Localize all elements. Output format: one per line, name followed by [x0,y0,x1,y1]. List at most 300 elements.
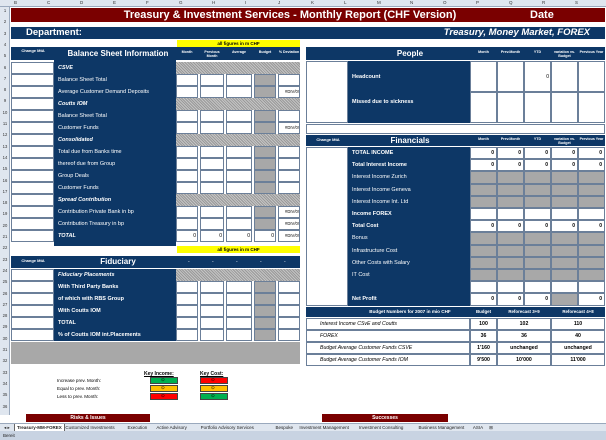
row-number[interactable]: 5 [3,53,7,59]
balance-value-cell[interactable] [200,158,224,170]
financials-change-label: Change MtA [316,137,340,142]
fiduciary-value-cell[interactable] [200,293,224,305]
balance-change-cell[interactable] [11,98,54,110]
balance-change-cell[interactable] [11,230,54,242]
fiduciary-change-cell[interactable] [11,317,54,329]
people-left-cell[interactable] [306,61,348,123]
row-number[interactable]: 28 [2,313,8,319]
budget-row-label: FOREX [320,333,338,339]
financials-value-cell[interactable] [524,281,551,293]
balance-change-cell[interactable] [11,86,54,98]
people-spacer-row[interactable] [306,124,605,134]
financials-value-cell[interactable] [551,293,578,305]
balance-column-header: Average [231,50,247,54]
key-income-glyph: ⊙ [161,377,165,382]
tab-asia[interactable]: ASIA [472,425,484,430]
people-value-cell[interactable] [497,92,524,123]
balance-value-cell[interactable] [226,86,252,98]
financials-value-cell[interactable] [551,208,578,220]
row-number[interactable]: 12 [2,132,8,138]
balance-value-cell[interactable] [200,110,224,122]
fiduciary-value-cell[interactable] [254,329,276,341]
column-letter[interactable]: R [542,0,546,5]
row-number[interactable]: 21 [2,234,8,239]
fiduciary-value-cell[interactable] [226,281,252,293]
column-letter[interactable]: E [113,0,117,5]
financials-value-cell[interactable] [497,171,524,183]
balance-value-cell[interactable] [176,218,198,230]
balance-value-cell[interactable] [176,158,198,170]
column-letter[interactable]: I [245,0,247,5]
balance-change-cell[interactable] [11,170,54,182]
fiduciary-value-cell[interactable] [278,281,300,293]
balance-deviation-value: #DIV/0! [285,221,299,226]
balance-value-cell[interactable] [226,158,252,170]
people-value-cell[interactable] [470,61,497,92]
fiduciary-row-label: With Third Party Banks [58,284,119,290]
row-number[interactable]: 35 [2,392,8,398]
balance-value-cell[interactable] [254,74,276,86]
balance-change-cell[interactable] [11,218,54,230]
financials-value: 0 [572,162,575,169]
balance-value-cell[interactable] [176,206,198,218]
balance-row-label: Customer Funds [58,125,99,131]
people-value-cell[interactable] [578,61,605,92]
balance-value-cell[interactable] [200,182,224,194]
column-letter[interactable]: C [47,0,51,5]
balance-value-cell[interactable] [226,170,252,182]
key-income-glyph: ⊙ [161,385,165,390]
balance-value-cell[interactable] [200,86,224,98]
row-number[interactable]: 26 [2,290,8,296]
balance-change-cell[interactable] [11,194,54,206]
financials-value-cell[interactable] [497,196,524,208]
financials-row-label: Bonus [352,235,368,242]
balance-value-cell[interactable] [226,218,252,230]
row-number[interactable]: 25 [2,279,8,285]
balance-value-cell[interactable] [254,182,276,194]
balance-value-cell[interactable] [278,74,300,86]
financials-value-cell[interactable] [524,232,551,244]
row-number[interactable]: 31 [2,347,8,352]
tab-treasury-mm-forex[interactable]: Treasury-MM-FOREX [14,424,65,432]
financials-value-cell[interactable] [551,281,578,293]
balance-change-cell[interactable] [11,62,54,74]
budget-column-header: Reforecast 4+8 [562,309,594,314]
balance-value-cell[interactable] [226,122,252,134]
financials-row-label: Income FOREX [352,211,392,217]
balance-value-cell[interactable] [278,158,300,170]
balance-row-label: thereof due from Group [58,161,116,167]
row-number[interactable]: 14 [2,154,8,160]
fiduciary-value-cell[interactable] [176,305,198,317]
balance-value-cell[interactable] [226,182,252,194]
people-value-cell[interactable] [524,92,551,123]
column-letter[interactable]: F [146,0,149,5]
column-letter[interactable]: M [377,0,381,5]
balance-value: 0 [271,233,274,239]
budget-row-label: Budget Average Customer Funds IOM [320,357,408,363]
fiduciary-change-label: Change MtA [21,258,45,263]
financials-value-cell[interactable] [470,208,497,220]
fiduciary-value-cell[interactable] [226,305,252,317]
balance-value-cell[interactable] [278,110,300,122]
column-letter[interactable]: G [179,0,183,5]
balance-value-cell[interactable] [176,110,198,122]
financials-value: 0 [518,296,521,303]
row-number[interactable]: 1 [3,8,7,13]
financials-column-header: Prev.Month [500,137,521,141]
column-letter[interactable]: J [278,0,281,5]
column-letter[interactable]: Q [509,0,513,5]
tab-active-advisory[interactable]: Active Advisory [156,425,187,430]
balance-value-cell[interactable] [200,218,224,230]
balance-value-cell[interactable] [176,122,198,134]
fiduciary-value-cell[interactable] [176,329,198,341]
row-number[interactable]: 23 [2,256,8,262]
financials-row-label: Other Costs with Salary [352,259,410,266]
balance-value-cell[interactable] [226,74,252,86]
balance-value-cell[interactable] [176,146,198,158]
column-letter[interactable]: O [443,0,447,5]
balance-value-cell[interactable] [254,206,276,218]
fiduciary-value-cell[interactable] [200,329,224,341]
column-letter[interactable]: K [311,0,315,5]
balance-value-cell[interactable] [176,86,198,98]
budget-value: unchanged [564,345,592,351]
people-column-header: Month [478,50,489,54]
balance-value-cell[interactable] [176,182,198,194]
row-number[interactable]: 8 [3,87,7,93]
balance-value-cell[interactable] [254,122,276,134]
people-title: People [396,49,424,58]
financials-value-cell[interactable] [470,184,497,196]
balance-sheet-title: Balance Sheet Information [67,49,169,58]
financials-row-label: Interest Income Int. Ltd [352,198,409,205]
fiduciary-value-cell[interactable] [278,305,300,317]
people-value-cell[interactable] [470,92,497,123]
financials-value-cell[interactable] [551,232,578,244]
financials-value-cell[interactable] [470,171,497,183]
balance-value-cell[interactable] [254,86,276,98]
sheet-tab-bar [0,423,606,431]
balance-value: 0 [247,233,250,239]
row-number[interactable]: 2 [3,19,7,25]
fiduciary-gray-block [11,342,300,364]
row-number[interactable]: 34 [2,380,8,386]
balance-value-cell[interactable] [226,206,252,218]
fiduciary-row-label: TOTAL [58,320,76,326]
financials-value-cell[interactable] [551,257,578,269]
financials-value-cell[interactable] [497,269,524,281]
row-number[interactable]: 10 [2,109,8,115]
tab-customized-investments[interactable]: Customized Investments [65,425,115,430]
successes-header: Successes [322,414,448,422]
balance-value-cell[interactable] [278,182,300,194]
financials-row-label: Interest Income Zurich [352,174,407,181]
financials-value-cell[interactable] [578,208,605,220]
financials-value-cell[interactable] [524,257,551,269]
balance-row-label: Balance Sheet Total [58,113,107,119]
column-letter[interactable]: S [575,0,579,5]
balance-value-cell[interactable] [226,146,252,158]
financials-value-cell[interactable] [497,245,524,257]
balance-change-cell[interactable] [11,74,54,86]
financials-row-label: IT Cost [352,272,370,278]
balance-value-cell[interactable] [278,170,300,182]
column-letter[interactable]: D [80,0,84,5]
budget-column-header: Reforecast 3+9 [508,309,540,314]
financials-value-cell[interactable] [470,281,497,293]
balance-row-label: Contribution Private Bank in bp [58,209,134,215]
balance-value-cell[interactable] [254,110,276,122]
financials-value-cell[interactable] [551,171,578,183]
balance-sheet-change-label: Change MtA [21,48,45,53]
figures-note-2: all figures in m CHF [177,246,300,253]
balance-value-cell[interactable] [278,146,300,158]
row-number[interactable]: 18 [2,200,8,206]
financials-value-cell[interactable] [578,171,605,183]
financials-value-cell[interactable] [524,196,551,208]
fiduciary-row-label: % of Coutts IOM int.Placements [58,332,141,338]
fiduciary-value-cell[interactable] [200,317,224,329]
balance-row-label: Coutts IOM [58,101,88,107]
row-number[interactable]: 11 [2,121,8,126]
row-number[interactable]: 36 [2,403,8,409]
people-value-cell[interactable] [578,92,605,123]
balance-value-cell[interactable] [200,206,224,218]
column-letter[interactable]: B [14,0,18,5]
budget-value: 10'000 [516,357,532,363]
balance-change-cell[interactable] [11,134,54,146]
row-number[interactable]: 17 [2,188,8,194]
financials-row-label: Total Cost [352,223,379,230]
fiduciary-value-cell[interactable] [278,329,300,341]
row-number[interactable]: 19 [2,211,8,217]
balance-row-label: Customer Funds [58,185,99,191]
legend-row-label: Increase prev. Month: [57,378,102,383]
row-number[interactable]: 3 [3,30,7,36]
financials-value-cell[interactable] [497,281,524,293]
missed-sickness-label: Missed due to sickness [352,99,414,105]
balance-column-header: Budget [258,50,272,54]
row-number[interactable]: 27 [2,301,8,307]
financials-value: 0 [599,296,602,303]
fiduciary-value-cell[interactable] [200,281,224,293]
row-number[interactable]: 13 [2,143,8,149]
row-number[interactable]: 29 [2,324,8,330]
balance-change-cell[interactable] [11,146,54,158]
balance-value-cell[interactable] [176,74,198,86]
balance-deviation-value: #DIV/0! [285,125,299,130]
headcount-ytd-value: 0 [546,74,549,80]
tab-investment-consulting[interactable]: Investment Consulting [358,425,404,430]
balance-row-label: Average Customer Demand Deposits [58,89,149,95]
financials-value-cell[interactable] [497,208,524,220]
row-number[interactable]: 7 [3,75,7,81]
financials-value-cell[interactable] [497,257,524,269]
financials-value-cell[interactable] [578,257,605,269]
financials-value: 0 [491,296,494,303]
row-number[interactable]: 6 [3,64,7,70]
balance-value-cell[interactable] [254,158,276,170]
balance-value-cell[interactable] [200,74,224,86]
column-letter[interactable]: N [410,0,414,5]
balance-value-cell[interactable] [254,218,276,230]
financials-value-cell[interactable] [578,281,605,293]
financials-value-cell[interactable] [524,269,551,281]
people-column-header: variation vs. Budget [554,50,575,58]
fiduciary-change-cell[interactable] [11,305,54,317]
fiduciary-value-cell[interactable] [254,317,276,329]
row-number[interactable]: 20 [2,222,8,228]
financials-value: 0 [545,223,548,230]
financials-value-cell[interactable] [497,232,524,244]
financials-value-cell[interactable] [578,196,605,208]
financials-value-cell[interactable] [551,184,578,196]
budget-value: unchanged [510,345,538,351]
financials-value-cell[interactable] [551,269,578,281]
column-headers[interactable] [0,0,606,7]
fiduciary-value-cell[interactable] [254,293,276,305]
fiduciary-value-cell[interactable] [254,305,276,317]
tab-business-management[interactable]: Business Management [418,425,465,430]
financials-value-cell[interactable] [578,232,605,244]
financials-row-label: Net Profit [352,296,377,303]
financials-value: 0 [518,150,521,156]
fiduciary-value-cell[interactable] [176,281,198,293]
row-number[interactable]: 9 [3,98,7,104]
balance-change-cell[interactable] [11,158,54,170]
financials-value-cell[interactable] [551,196,578,208]
fiduciary-value-cell[interactable] [176,293,198,305]
financials-value-cell[interactable] [524,171,551,183]
financials-value: 0 [599,162,602,169]
row-number[interactable]: 24 [2,267,8,273]
financials-value-cell[interactable] [578,245,605,257]
financials-value-cell[interactable] [470,196,497,208]
financials-value-cell[interactable] [578,184,605,196]
financials-value-cell[interactable] [524,245,551,257]
fiduciary-value-cell[interactable] [176,317,198,329]
balance-value-cell[interactable] [254,146,276,158]
budget-value: 1'160 [477,345,490,351]
financials-value-cell[interactable] [578,269,605,281]
row-number[interactable]: 16 [2,177,8,183]
fiduciary-row-label: Fiduciary Placements [58,272,115,278]
people-value-cell[interactable] [551,92,578,123]
financials-value: 0 [491,162,494,169]
fiduciary-value-cell[interactable] [278,317,300,329]
financials-value-cell[interactable] [470,269,497,281]
fiduciary-row-label: With Coutts IOM [58,308,101,314]
financials-value: 0 [545,150,548,156]
row-number[interactable]: 32 [2,358,8,364]
financials-left-cell[interactable] [306,147,348,306]
row-number[interactable]: 4 [3,41,7,47]
balance-value-cell[interactable] [200,122,224,134]
balance-value-cell[interactable] [254,170,276,182]
fiduciary-value-cell[interactable] [200,305,224,317]
key-cost-label: Key Cost: [200,371,224,377]
department-value: Treasury, Money Market, FOREX [443,27,590,38]
row-number[interactable]: 30 [2,335,8,341]
financials-value-cell[interactable] [470,245,497,257]
financials-value-cell[interactable] [470,232,497,244]
row-number[interactable]: 22 [2,245,8,251]
people-value-cell[interactable] [497,61,524,92]
tab-scroll-buttons[interactable]: ◂ ▸ [4,425,10,430]
budget-value: 110 [573,321,583,327]
balance-value-cell[interactable] [226,110,252,122]
balance-value-cell[interactable] [200,146,224,158]
tab-execution[interactable]: Execution [127,425,148,430]
fiduciary-change-cell[interactable] [11,269,54,281]
row-headers[interactable] [0,7,10,415]
financials-value: 0 [599,150,602,156]
financials-value-cell[interactable] [551,245,578,257]
tab-investment-management[interactable]: Investment Management [299,425,349,430]
balance-value-cell[interactable] [200,170,224,182]
status-bar: Bereit [0,431,606,440]
column-letter[interactable]: P [476,0,480,5]
budget-value: 40 [575,333,581,339]
fiduciary-value-cell[interactable] [226,293,252,305]
financials-value: 0 [491,150,494,156]
financials-row-label [350,281,352,293]
budget-value: 102 [519,321,529,327]
fiduciary-value-cell[interactable] [226,317,252,329]
balance-value: 0 [219,233,222,239]
balance-change-cell[interactable] [11,182,54,194]
row-number[interactable]: 33 [2,369,8,375]
tab-bespoke[interactable]: Bespoke [275,425,294,430]
budget-value: 36 [480,333,487,339]
fiduciary-change-cell[interactable] [11,293,54,305]
row-number[interactable]: 15 [2,166,8,172]
people-value-cell[interactable] [551,61,578,92]
people-column-header: Previous Year [579,50,604,54]
fiduciary-value-cell[interactable] [254,281,276,293]
column-letter[interactable]: H [212,0,216,5]
fiduciary-change-cell[interactable] [11,329,54,341]
tab-portfolio-advisory-services[interactable]: Portfolio Advisory Services [200,425,254,430]
column-letter[interactable]: L [344,0,347,5]
budget-row-label: Interest Income CSvE and Coutts [320,321,397,327]
figures-note: all figures in m CHF [177,40,300,47]
budget-value: 36 [521,333,527,339]
fiduciary-change-cell[interactable] [11,281,54,293]
budget-value: 11'000 [570,357,586,363]
fiduciary-row-label: of which with RBS Group [58,296,124,302]
fiduciary-value-cell[interactable] [278,293,300,305]
balance-change-cell[interactable] [11,122,54,134]
balance-value-cell[interactable] [176,170,198,182]
financials-value-cell[interactable] [497,184,524,196]
financials-value-cell[interactable] [524,184,551,196]
budget-row-label: Budget Average Customer Funds CSVE [320,345,413,351]
balance-change-cell[interactable] [11,110,54,122]
fiduciary-value-cell[interactable] [226,329,252,341]
financials-value-cell[interactable] [470,257,497,269]
people-column-header: Prev.Month [500,50,521,54]
financials-value-cell[interactable] [524,208,551,220]
new-sheet-tab-icon[interactable]: ⊞ [489,425,493,430]
balance-row-label: Total due from Banks time [58,149,122,155]
financials-column-header: YTD [533,137,542,141]
balance-change-cell[interactable] [11,206,54,218]
budget-header: Budget Numbers for 2007 in mio CHF [369,309,451,314]
